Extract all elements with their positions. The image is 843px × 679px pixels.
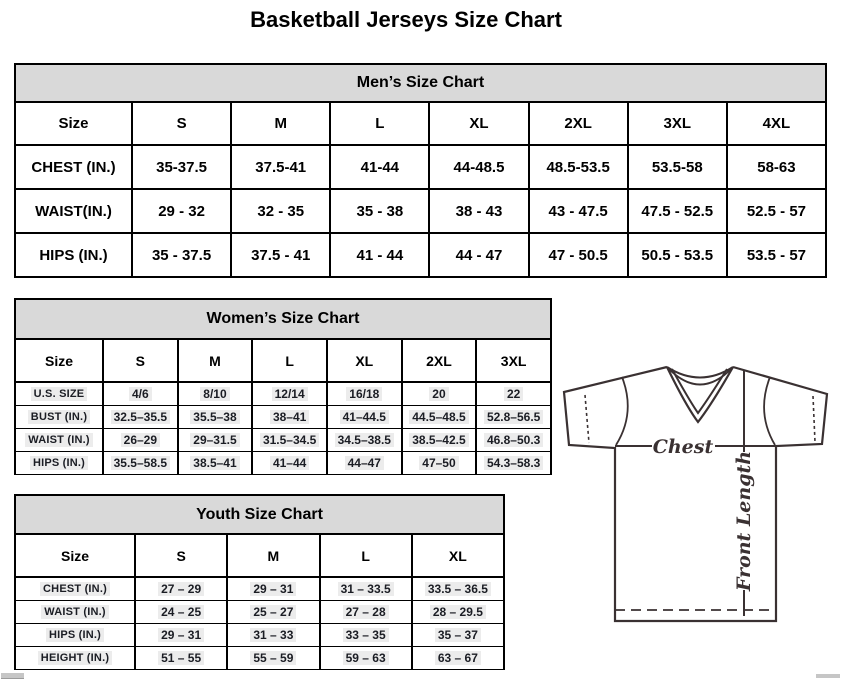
size-value: 31 – 33.5 [338,582,394,596]
value-cell [178,405,253,428]
value-cell [135,600,227,623]
row-label-text: CHEST (IN.) [40,582,110,596]
table-row [15,189,826,233]
womens-table-title: Women’s Size Chart [15,299,551,339]
value-cell [103,428,178,451]
column-header-l: L [252,339,327,382]
youth-column-header-row [15,534,504,577]
value-cell [402,405,477,428]
page-title: Basketball Jerseys Size Chart [250,7,562,32]
value-cell [231,233,330,277]
size-value: 33.5 – 36.5 [425,582,491,596]
cuff-stitch-right [813,396,815,442]
size-value: 25 – 27 [250,605,296,619]
value-cell [103,382,178,405]
value-cell [412,623,504,646]
value-cell [178,451,253,474]
value-cell [727,189,826,233]
size-value: 44 - 47 [455,246,503,264]
chest-label: Chest [652,436,714,458]
size-value: 63 – 67 [435,651,481,665]
youth-table-title: Youth Size Chart [15,495,504,534]
value-cell [231,145,330,189]
column-header-s: S [135,534,227,577]
size-value: 59 – 63 [343,651,389,665]
size-value: 38–41 [270,410,309,424]
row-label [15,623,135,646]
size-value: 38.5–41 [190,456,239,470]
size-value: 44-48.5 [453,158,505,176]
size-value: 27 – 29 [158,582,204,596]
size-value: 46.8–50.3 [484,433,543,447]
column-header-xl: XL [412,534,504,577]
value-cell [132,233,231,277]
value-cell [529,189,628,233]
size-value: 24 – 25 [158,605,204,619]
size-value: 27 – 28 [343,605,389,619]
size-value: 32 - 35 [257,202,305,220]
jersey-outline [564,367,827,621]
value-cell [135,646,227,669]
column-header-xl: XL [327,339,402,382]
size-value: 47.5 - 52.5 [641,202,714,220]
column-header-m: M [178,339,253,382]
column-header-2xl: 2XL [402,339,477,382]
size-value: 41–44.5 [340,410,389,424]
size-value: 29–31.5 [190,433,239,447]
column-header-l: L [320,534,412,577]
value-cell [529,145,628,189]
size-value: 28 – 29.5 [430,605,486,619]
row-label-text: HIPS (IN.) [39,246,108,264]
row-label-text: WAIST (IN.) [25,433,92,447]
size-value: 44–47 [345,456,384,470]
size-value: 32.5–35.5 [111,410,170,424]
row-label [15,428,103,451]
row-label [15,233,132,277]
value-cell [330,233,429,277]
value-cell [227,623,319,646]
row-label [15,646,135,669]
value-cell [476,451,551,474]
column-header-m: M [227,534,319,577]
size-value: 38 - 43 [455,202,503,220]
size-value: 16/18 [346,387,382,401]
size-value: 8/10 [200,387,229,401]
size-value: 12/14 [272,387,308,401]
column-header-3xl: 3XL [628,102,727,145]
youth-size-table [14,494,505,670]
armhole-seam-left [616,377,628,445]
size-value: 31.5–34.5 [260,433,319,447]
size-value: 51 – 55 [158,651,204,665]
table-row [15,233,826,277]
value-cell [402,428,477,451]
value-cell [252,382,327,405]
value-cell [727,233,826,277]
column-header-3xl: 3XL [476,339,551,382]
armhole-seam-right [764,377,775,445]
value-cell [252,451,327,474]
size-value: 35 - 38 [356,202,404,220]
size-value: 52.8–56.5 [484,410,543,424]
value-cell [330,189,429,233]
table-row [15,646,504,669]
size-value: 41 - 44 [356,246,404,264]
value-cell [103,405,178,428]
size-value: 55 – 59 [250,651,296,665]
value-cell [476,428,551,451]
row-label [15,382,103,405]
row-label-text: WAIST(IN.) [35,202,112,220]
cuff-stitch-left [585,395,589,443]
row-label [15,600,135,623]
size-value: 44.5–48.5 [409,410,468,424]
value-cell [628,233,727,277]
size-value: 26–29 [121,433,160,447]
size-value: 50.5 - 53.5 [641,246,714,264]
value-cell [178,382,253,405]
size-value: 20 [429,387,448,401]
column-header-m: M [231,102,330,145]
size-value: 35 – 37 [435,628,481,642]
womens-size-table [14,298,552,475]
value-cell [135,623,227,646]
womens-table-title-row [15,299,551,339]
value-cell [227,577,319,600]
table-row [15,428,551,451]
value-cell [330,145,429,189]
value-cell [412,600,504,623]
value-cell [628,189,727,233]
row-label-text: CHEST (IN.) [31,158,116,176]
size-value: 35.5–38 [190,410,239,424]
value-cell [252,428,327,451]
value-cell [320,600,412,623]
value-cell [327,451,402,474]
mens-table-title: Men’s Size Chart [15,64,826,102]
value-cell [476,405,551,428]
size-value: 48.5-53.5 [546,158,610,176]
size-value: 35.5–58.5 [111,456,170,470]
value-cell [320,623,412,646]
table-row [15,451,551,474]
value-cell [132,189,231,233]
scrollbar-fragment-left[interactable] [1,673,24,679]
column-header-2xl: 2XL [529,102,628,145]
column-header-l: L [330,102,429,145]
size-value: 31 – 33 [250,628,296,642]
value-cell [227,646,319,669]
value-cell [412,577,504,600]
value-cell [320,646,412,669]
value-cell [178,428,253,451]
value-cell [231,189,330,233]
value-cell [327,428,402,451]
row-label [15,405,103,428]
size-value: 38.5–42.5 [409,433,468,447]
size-value: 37.5-41 [255,158,307,176]
size-value: 53.5 - 57 [746,246,807,264]
size-value: 53.5-58 [651,158,703,176]
row-label-text: HIPS (IN.) [46,628,104,642]
row-label-text: U.S. SIZE [31,387,88,401]
youth-table-title-row [15,495,504,534]
value-cell [412,646,504,669]
womens-column-header-row [15,339,551,382]
value-cell [402,451,477,474]
row-label-text: HEIGHT (IN.) [38,651,112,665]
value-cell [628,145,727,189]
size-value: 29 - 32 [158,202,205,220]
row-label-text: WAIST (IN.) [41,605,108,619]
size-value: 41-44 [360,158,400,176]
size-value: 35 - 37.5 [151,246,212,264]
row-label [15,189,132,233]
column-header-size: Size [15,102,132,145]
table-row [15,600,504,623]
column-header-xl: XL [429,102,528,145]
value-cell [135,577,227,600]
column-header-4xl: 4XL [727,102,826,145]
size-value: 43 - 47.5 [548,202,608,220]
value-cell [132,145,231,189]
table-row [15,145,826,189]
mens-column-header-row [15,102,826,145]
table-row [15,623,504,646]
size-value: 22 [504,387,523,401]
row-label [15,577,135,600]
size-value: 52.5 - 57 [746,202,807,220]
column-header-s: S [103,339,178,382]
size-value: 54.3–58.3 [484,456,543,470]
front-length-label: Front Length [733,450,755,592]
size-value: 47 - 50.5 [548,246,608,264]
table-row [15,382,551,405]
size-value: 29 – 31 [158,628,204,642]
row-label [15,145,132,189]
value-cell [429,189,528,233]
mens-table-title-row [15,64,826,102]
size-value: 37.5 - 41 [251,246,311,264]
value-cell [429,233,528,277]
size-value: 34.5–38.5 [335,433,394,447]
column-header-s: S [132,102,231,145]
table-row [15,577,504,600]
size-value: 41–44 [270,456,309,470]
size-value: 4/6 [129,387,152,401]
table-row [15,405,551,428]
column-header-size: Size [15,534,135,577]
value-cell [227,600,319,623]
value-cell [529,233,628,277]
size-value: 33 – 35 [343,628,389,642]
value-cell [402,382,477,405]
row-label [15,451,103,474]
size-value: 47–50 [419,456,458,470]
value-cell [252,405,327,428]
value-cell [327,382,402,405]
value-cell [103,451,178,474]
value-cell [476,382,551,405]
mens-size-table [14,63,827,278]
scrollbar-fragment-right[interactable] [816,674,840,678]
column-header-size: Size [15,339,103,382]
jersey-measurement-diagram [556,358,841,628]
size-value: 29 – 31 [250,582,296,596]
value-cell [727,145,826,189]
size-value: 58-63 [757,158,796,176]
size-value: 35-37.5 [156,158,207,176]
row-label-text: BUST (IN.) [28,410,90,424]
value-cell [429,145,528,189]
value-cell [320,577,412,600]
value-cell [327,405,402,428]
row-label-text: HIPS (IN.) [30,456,88,470]
